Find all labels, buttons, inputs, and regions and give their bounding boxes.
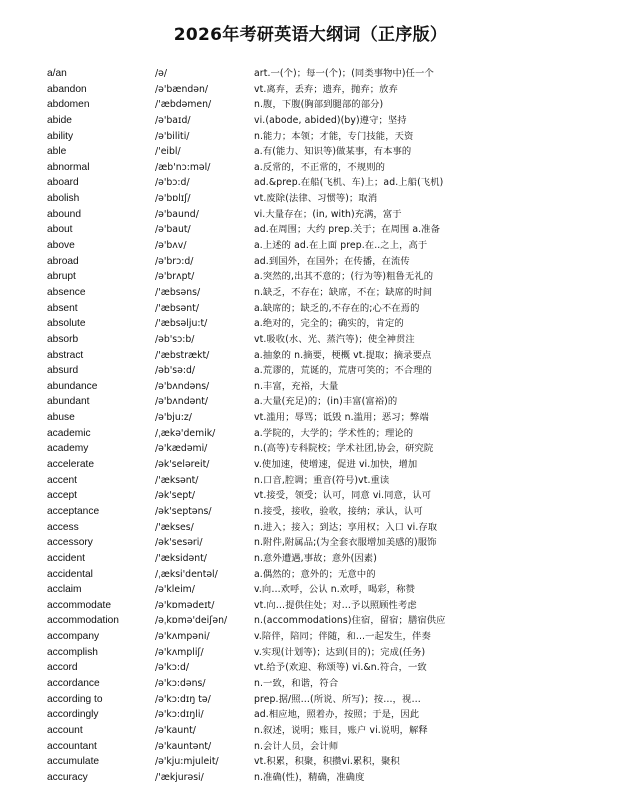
- vocab-word: aboard: [47, 177, 79, 189]
- vocab-definition: a.有(能力、知识等)做某事，有本事的: [254, 146, 412, 158]
- vocab-definition: vt.离弃，丢弃；遗弃，抛弃；放弃: [254, 83, 398, 95]
- vocab-row: [47, 269, 607, 285]
- vocab-word: accumulate: [47, 756, 100, 768]
- vocab-phonetic: /'æbdəmen/: [155, 99, 212, 111]
- vocab-phonetic: /ə'bju:z/: [155, 412, 192, 424]
- vocab-row: [47, 144, 607, 160]
- vocab-word: abound: [47, 208, 81, 220]
- vocab-definition: v.使加速，使增速，促进 vi.加快，增加: [254, 459, 418, 471]
- vocab-row: [47, 332, 607, 348]
- vocab-row: [47, 707, 607, 723]
- vocab-row: [47, 723, 607, 739]
- vocab-word: according to: [47, 693, 103, 705]
- vocab-word: accent: [47, 474, 78, 486]
- vocab-definition: a.反常的，不正常的，不规则的: [254, 161, 386, 173]
- vocab-word: absolute: [47, 318, 86, 330]
- vocab-row: [47, 222, 607, 238]
- vocab-phonetic: /ə'brʌpt/: [155, 271, 195, 283]
- vocab-definition: n.一致，和谐，符合: [254, 677, 339, 689]
- vocab-definition: a.抽象的 n.摘要，梗概 vt.提取；摘录要点: [254, 349, 432, 361]
- vocab-row: [47, 66, 607, 82]
- vocab-definition: ad.到国外，在国外；在传播，在流传: [254, 255, 410, 267]
- vocab-row: [47, 551, 607, 567]
- vocab-definition: n.口音,腔调；重音(符号)vt.重读: [254, 474, 390, 486]
- vocab-word: accommodate: [47, 599, 111, 611]
- vocab-definition: n.会计人员，会计师: [254, 740, 339, 752]
- vocab-definition: a.绝对的，完全的；确实的，肯定的: [254, 318, 404, 330]
- vocab-word: absent: [47, 302, 78, 314]
- vocab-phonetic: /ək'seləreit/: [155, 459, 210, 471]
- vocab-row: [47, 394, 607, 410]
- vocab-phonetic: /'æbsəns/: [155, 286, 201, 298]
- vocab-phonetic: /ə'kauntənt/: [155, 740, 212, 752]
- vocab-definition: vt.滥用；辱骂；诋毁 n.滥用；恶习；弊端: [254, 412, 429, 424]
- vocab-phonetic: /'æksidənt/: [155, 552, 207, 564]
- vocab-word: abandon: [47, 83, 87, 95]
- vocab-phonetic: /ə'kʌmpliʃ/: [155, 646, 204, 658]
- vocab-phonetic: /ə'kʌmpəni/: [155, 631, 210, 643]
- vocab-row: [47, 520, 607, 536]
- vocab-word: abundance: [47, 380, 98, 392]
- vocabulary-list: [47, 66, 607, 785]
- vocab-row: [47, 254, 607, 270]
- vocab-phonetic: /ə'kju:mjuleit/: [155, 756, 219, 768]
- vocab-row: [47, 754, 607, 770]
- page-title: 2026年考研英语大纲词（正序版）: [173, 25, 448, 45]
- vocab-row: [47, 301, 607, 317]
- vocab-definition: n.意外遭遇,事故；意外(因素): [254, 552, 377, 564]
- vocab-definition: v.陪伴，陪同；伴随，和...一起发生，伴奏: [254, 631, 431, 643]
- vocab-phonetic: /əb'sə:d/: [155, 365, 196, 377]
- vocab-phonetic: /ə/: [155, 68, 167, 79]
- vocab-phonetic: /əˌkɒmə'deiʃən/: [155, 615, 228, 627]
- vocab-word: abdomen: [47, 99, 90, 111]
- vocab-phonetic: /ə'baund/: [155, 208, 199, 220]
- vocab-row: [47, 488, 607, 504]
- vocab-phonetic: /ə'kleim/: [155, 584, 195, 596]
- vocab-word: accountant: [47, 740, 97, 752]
- vocab-phonetic: /ə'kædəmi/: [155, 443, 208, 455]
- vocab-definition: n.腹，下腹(胸部到腿部的部分): [254, 99, 384, 111]
- vocab-phonetic: /æb'nɔ:məl/: [155, 161, 211, 173]
- vocab-word: academy: [47, 443, 89, 455]
- vocab-word: accept: [47, 490, 78, 502]
- vocab-phonetic: /'æbstrækt/: [155, 349, 210, 361]
- vocab-phonetic: /ˌæksi'dentəl/: [155, 568, 218, 580]
- vocab-row: [47, 160, 607, 176]
- vocab-word: able: [47, 146, 67, 158]
- vocab-definition: vt.废除(法律、习惯等)；取消: [254, 193, 378, 205]
- vocab-definition: ad.&prep.在船(飞机、车)上；ad.上船(飞机): [254, 177, 444, 189]
- vocab-phonetic: /ə'kaunt/: [155, 724, 196, 736]
- vocab-definition: v.实现(计划等)；达到(目的)；完成(任务): [254, 646, 426, 658]
- vocab-definition: vt.接受，领受；认可，同意 vi.同意，认可: [254, 490, 432, 502]
- vocab-phonetic: /ə'bʌndəns/: [155, 380, 210, 392]
- vocab-word: abide: [47, 114, 72, 126]
- vocab-phonetic: /ə'kɔ:dɪŋli/: [155, 709, 204, 721]
- vocab-phonetic: /ə'brɔ:d/: [155, 255, 194, 267]
- vocab-word: acceptance: [47, 505, 100, 517]
- vocab-word: accidental: [47, 568, 93, 580]
- vocab-definition: a.学院的，大学的；学术性的；理论的: [254, 427, 414, 439]
- vocab-row: [47, 582, 607, 598]
- vocab-row: [47, 316, 607, 332]
- vocab-definition: v.向…欢呼，公认 n.欢呼，喝彩，称赞: [254, 584, 415, 596]
- vocab-row: [47, 379, 607, 395]
- vocab-definition: prep.据/照…(所说、所写)；按…，视…: [254, 693, 421, 705]
- vocab-phonetic: /'ækses/: [155, 521, 194, 533]
- vocab-word: accessory: [47, 537, 93, 549]
- vocab-row: [47, 348, 607, 364]
- vocab-row: [47, 441, 607, 457]
- vocab-row: [47, 207, 607, 223]
- vocab-phonetic: /ə'biliti/: [155, 130, 190, 142]
- vocab-row: [47, 629, 607, 645]
- vocab-row: [47, 285, 607, 301]
- vocab-definition: a.偶然的；意外的；无意中的: [254, 568, 376, 580]
- vocab-definition: a.突然的,出其不意的；(行为等)粗鲁无礼的: [254, 271, 434, 283]
- vocab-row: [47, 770, 607, 785]
- vocab-row: [47, 567, 607, 583]
- vocab-row: [47, 97, 607, 113]
- vocab-definition: n.缺乏，不存在；缺席，不在；缺席的时间: [254, 286, 433, 298]
- vocab-definition: n.能力；本领；才能，专门技能，天资: [254, 130, 414, 142]
- vocab-word: accuracy: [47, 771, 88, 783]
- vocab-word: abnormal: [47, 161, 90, 173]
- vocab-phonetic: /ə'bʌndənt/: [155, 396, 208, 408]
- vocab-row: [47, 676, 607, 692]
- vocab-word: access: [47, 521, 79, 533]
- vocab-word: accompany: [47, 631, 100, 643]
- vocab-phonetic: /'æbsənt/: [155, 302, 199, 314]
- vocab-phonetic: /ə'kɒmədeɪt/: [155, 599, 215, 611]
- vocab-row: [47, 457, 607, 473]
- vocab-row: [47, 410, 607, 426]
- vocab-word: ability: [47, 130, 74, 142]
- vocab-word: absurd: [47, 365, 79, 377]
- vocab-definition: n.接受，接收，验收，接纳；承认，认可: [254, 505, 423, 517]
- vocab-word: accordance: [47, 677, 100, 689]
- vocab-word: absence: [47, 286, 86, 298]
- vocab-definition: n.(高等)专科院校；学术社团,协会，研究院: [254, 443, 434, 455]
- vocab-phonetic: /ə'bʌv/: [155, 240, 187, 252]
- vocab-definition: a.荒谬的，荒诞的，荒唐可笑的；不合理的: [254, 365, 432, 377]
- vocab-phonetic: /ək'septəns/: [155, 505, 212, 517]
- vocab-phonetic: /'æksənt/: [155, 474, 199, 486]
- vocab-word: accident: [47, 552, 85, 564]
- vocab-definition: a.缺席的；缺乏的,不存在的;心不在焉的: [254, 302, 420, 314]
- vocab-phonetic: /ə'baɪd/: [155, 114, 191, 126]
- vocab-row: [47, 191, 607, 207]
- vocab-phonetic: /ə'bændən/: [155, 83, 208, 95]
- vocab-word: above: [47, 240, 75, 252]
- vocab-phonetic: /ək'sesəri/: [155, 537, 203, 549]
- vocab-row: [47, 535, 607, 551]
- vocab-word: abrupt: [47, 271, 76, 283]
- vocab-word: accommodation: [47, 615, 119, 627]
- vocab-phonetic: /ə'bɔ:d/: [155, 177, 190, 189]
- vocab-row: [47, 175, 607, 191]
- vocab-definition: n.附件,附属品;(为全套衣服增加美感的)服饰: [254, 537, 437, 549]
- vocab-row: [47, 129, 607, 145]
- vocab-definition: n.叙述，说明；账目，账户 vi.说明，解释: [254, 724, 428, 736]
- vocab-phonetic: /'ækjurəsi/: [155, 771, 204, 783]
- vocab-definition: vt.向…提供住处；对…予以照顾性考虑: [254, 599, 417, 611]
- vocab-definition: vi.(abode, abided)(by)遵守；坚持: [254, 114, 407, 126]
- vocab-row: [47, 113, 607, 129]
- vocab-word: about: [47, 224, 73, 236]
- vocab-phonetic: /ə'bɒlɪʃ/: [155, 193, 191, 205]
- vocab-word: acclaim: [47, 584, 82, 596]
- vocab-word: accomplish: [47, 646, 98, 658]
- vocab-word: a/an: [47, 68, 67, 79]
- vocab-word: accelerate: [47, 459, 95, 471]
- vocab-row: [47, 613, 607, 629]
- vocab-row: [47, 645, 607, 661]
- vocab-phonetic: /ˌækə'demik/: [155, 427, 216, 439]
- vocab-row: [47, 473, 607, 489]
- vocab-definition: n.丰富，充裕，大量: [254, 380, 339, 392]
- vocab-word: accordingly: [47, 709, 99, 721]
- vocab-definition: vi.大量存在；(in, with)充满，富于: [254, 208, 402, 220]
- vocab-row: [47, 238, 607, 254]
- vocab-row: [47, 82, 607, 98]
- vocab-row: [47, 598, 607, 614]
- vocab-row: [47, 739, 607, 755]
- vocab-word: abolish: [47, 193, 80, 205]
- vocab-word: absorb: [47, 333, 79, 345]
- vocab-word: accord: [47, 662, 78, 674]
- vocab-phonetic: /əb'sɔ:b/: [155, 333, 195, 345]
- vocab-definition: vt.给予(欢迎、称颂等) vi.&n.符合，一致: [254, 662, 427, 674]
- vocab-word: account: [47, 724, 83, 736]
- vocab-definition: art.一(个)；每一(个)；(同类事物中)任一个: [254, 68, 434, 79]
- vocab-row: [47, 692, 607, 708]
- vocab-word: abuse: [47, 412, 75, 424]
- vocab-row: [47, 426, 607, 442]
- vocab-phonetic: /ə'kɔ:dɪŋ tə/: [155, 693, 211, 705]
- vocab-phonetic: /'eibl/: [155, 146, 181, 158]
- vocab-word: academic: [47, 427, 91, 439]
- vocab-phonetic: /ə'baut/: [155, 224, 191, 236]
- vocab-definition: n.(accommodations)住宿，留宿；膳宿供应: [254, 615, 446, 627]
- vocab-definition: a.上述的 ad.在上面 prep.在..之上，高于: [254, 240, 428, 252]
- vocab-word: abundant: [47, 396, 90, 408]
- vocab-phonetic: /ə'kɔ:d/: [155, 662, 190, 674]
- vocab-definition: vt.吸收(水、光、蒸汽等)；使全神贯注: [254, 333, 415, 345]
- vocab-definition: a.大量(充足)的；(in)丰富(富裕)的: [254, 396, 398, 408]
- vocab-definition: n.准确(性)，精确，准确度: [254, 771, 365, 783]
- vocab-definition: vt.积累，积聚，积攒vi.累积，聚积: [254, 756, 400, 768]
- vocab-phonetic: /'æbsəlju:t/: [155, 318, 208, 330]
- vocab-phonetic: /ə'kɔ:dəns/: [155, 677, 206, 689]
- vocab-row: [47, 363, 607, 379]
- vocab-word: abstract: [47, 349, 84, 361]
- vocab-definition: ad.相应地，照着办，按照；于是，因此: [254, 709, 420, 721]
- vocab-definition: n.进入；接入；到达；享用权；入口 vi.存取: [254, 521, 438, 533]
- vocab-definition: ad.在周围；大约 prep.关于；在周围 a.准备: [254, 224, 440, 236]
- vocab-row: [47, 660, 607, 676]
- vocab-row: [47, 504, 607, 520]
- vocab-word: abroad: [47, 255, 79, 267]
- vocab-phonetic: /ək'sept/: [155, 490, 196, 502]
